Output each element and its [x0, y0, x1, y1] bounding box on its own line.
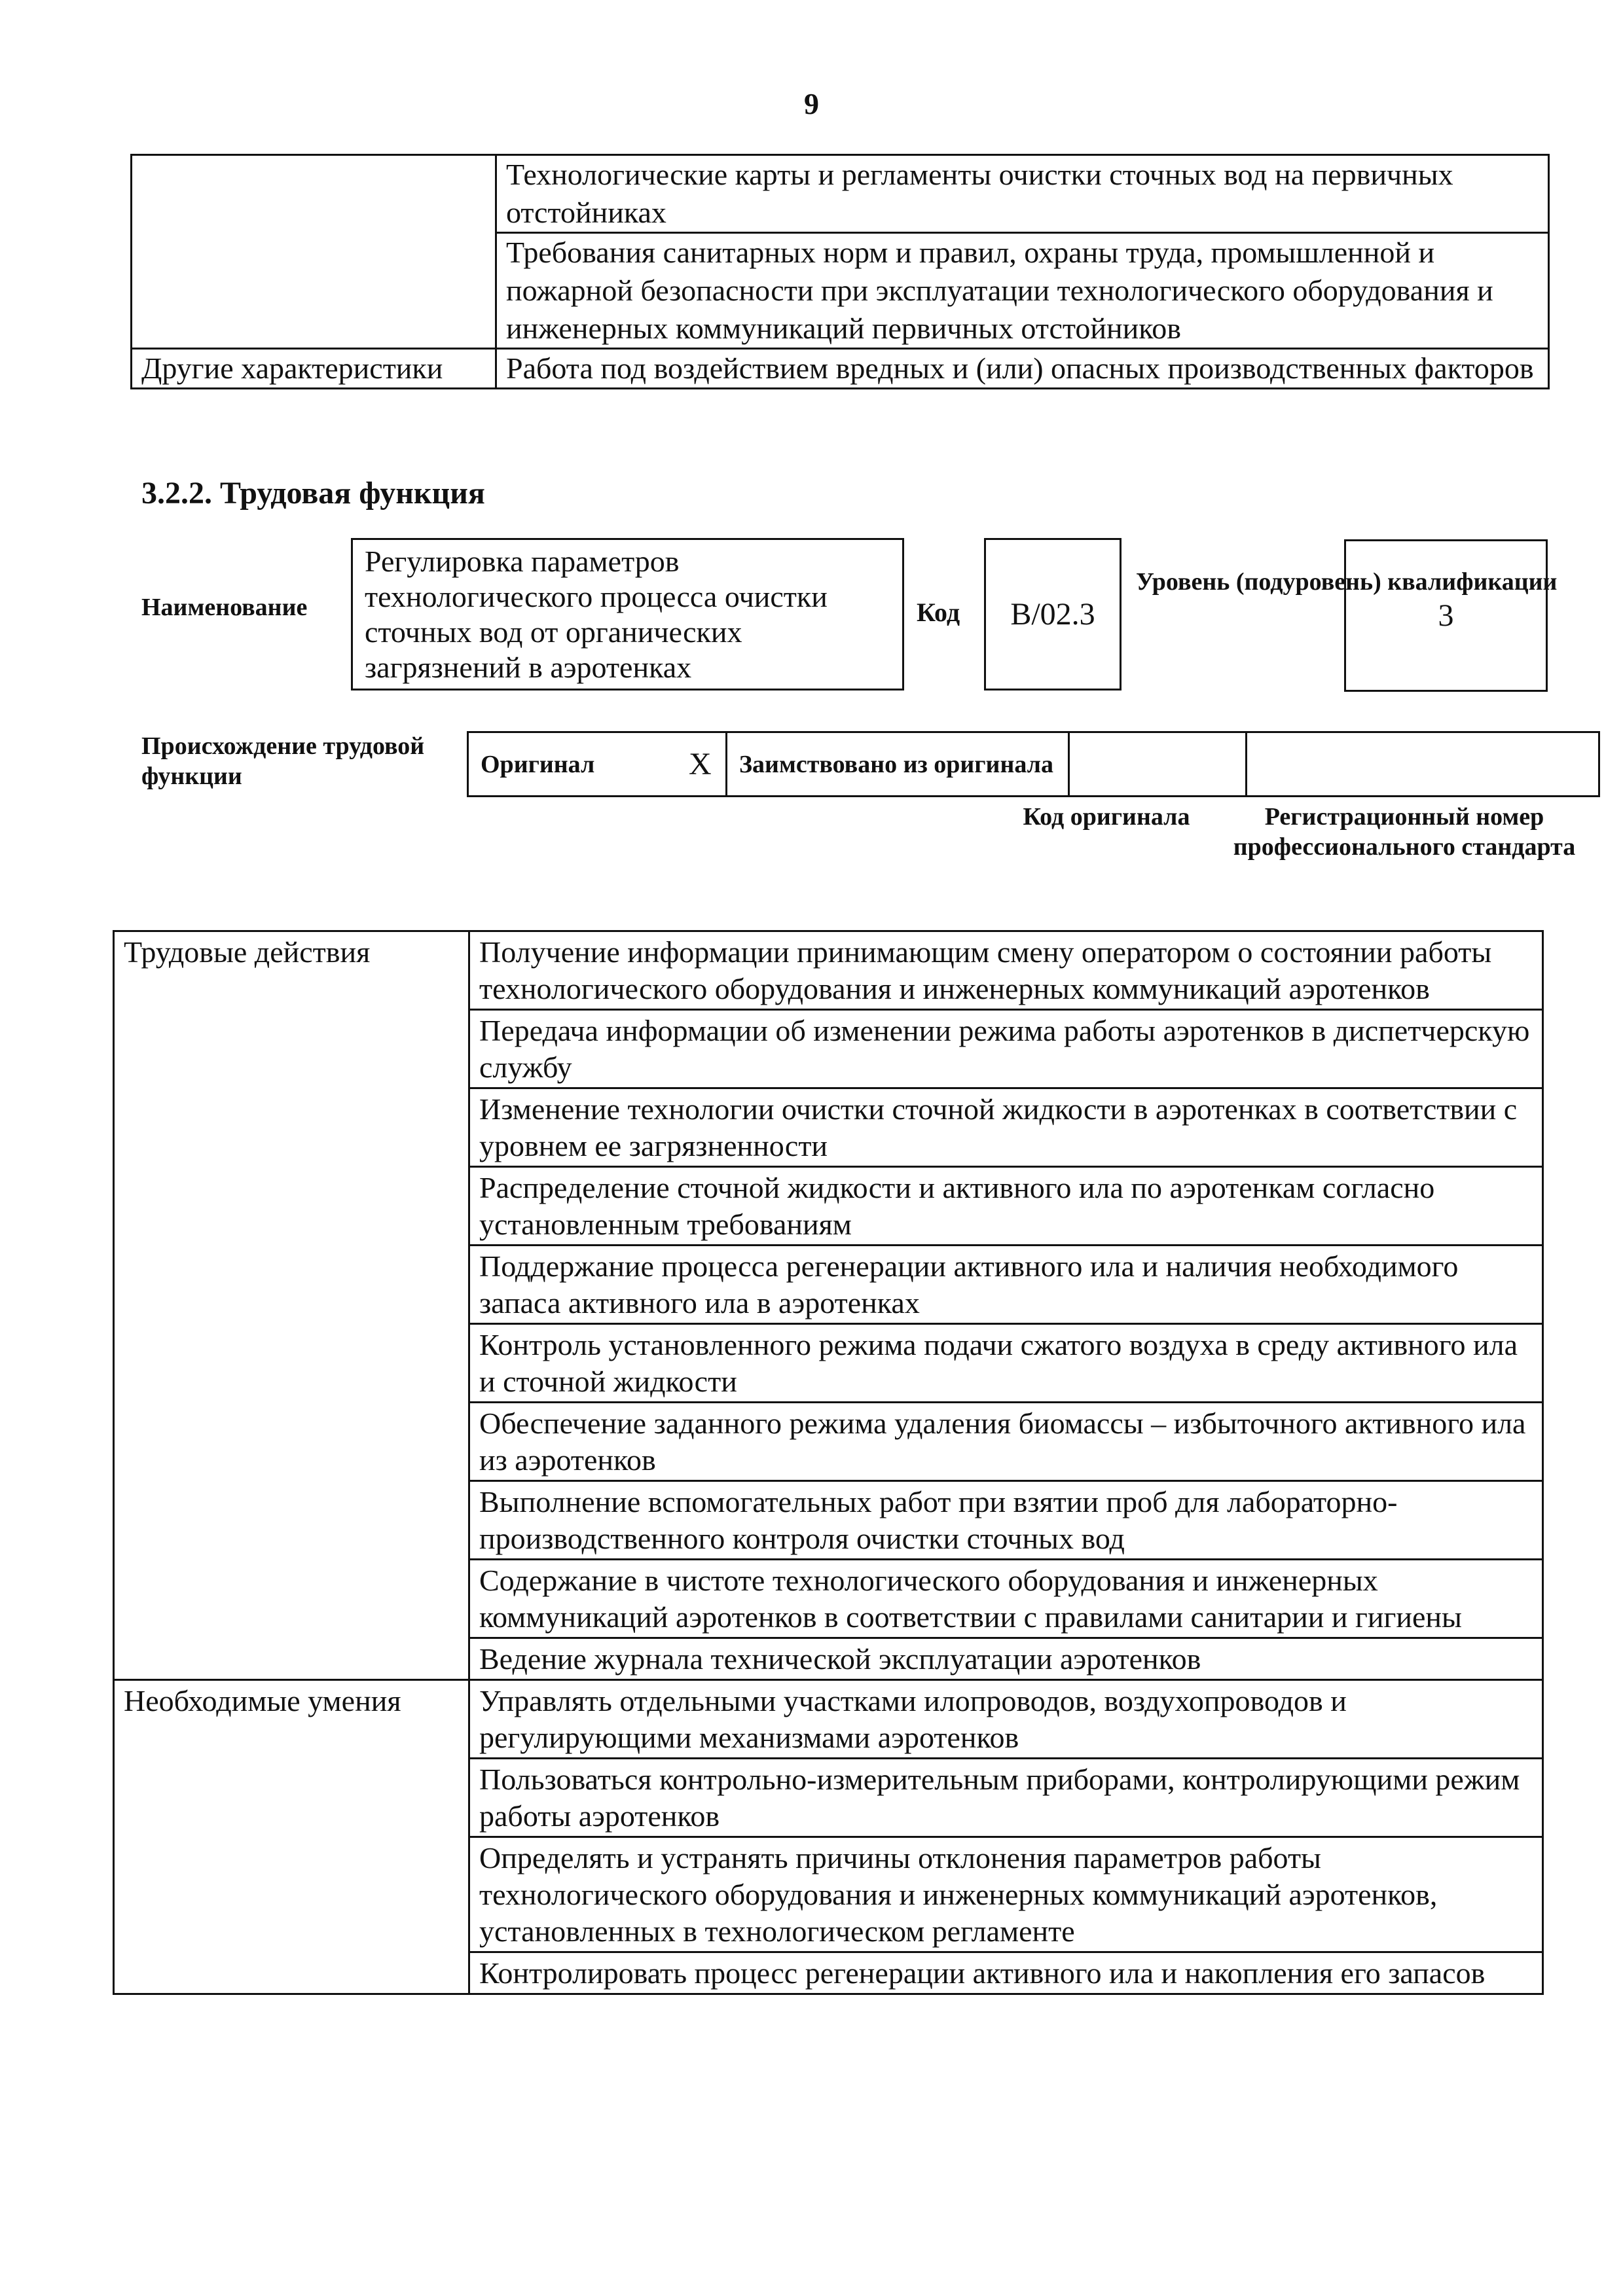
list-item: Контролировать процесс регенерации активного ила и накопления его запасов: [469, 1952, 1543, 1994]
section-title: 3.2.2. Трудовая функция: [141, 476, 485, 511]
list-item: Изменение технологии очистки сточной жидкости в аэротенках в соответствии с уровнем ее загрязненности: [469, 1088, 1543, 1167]
borrowed-label: Заимствовано из оригинала: [727, 732, 1069, 797]
table-row: [114, 931, 1543, 1010]
table-row: [468, 732, 1599, 797]
code-label: Код: [917, 598, 960, 627]
list-item: Выполнение вспомогательных работ при взятии проб для лабораторно-производственного контроля очистки сточных вод: [469, 1481, 1543, 1560]
list-item: Работа под воздействием вредных и (или) опасных производственных факторов: [496, 349, 1549, 389]
skills-label: Необходимые умения: [114, 1680, 469, 1994]
top-table: [130, 154, 1550, 389]
list-item: Получение информации принимающим смену оператором о состоянии работы технологического оборудования и инженерных коммуникаций аэротенков: [469, 931, 1543, 1010]
list-item: Ведение журнала технической эксплуатации аэротенков: [469, 1638, 1543, 1680]
list-item: Обеспечение заданного режима удаления биомассы – избыточного активного ила из аэротенков: [469, 1403, 1543, 1481]
list-item: Распределение сточной жидкости и активного ила по аэротенкам согласно установленным требованиям: [469, 1167, 1543, 1246]
level-box: [1344, 539, 1548, 692]
page-number: 9: [804, 87, 819, 120]
list-item: Определять и устранять причины отклонения параметров работы технологического оборудования и инженерных коммуникаций аэротенков, установленных в технологическом регламенте: [469, 1837, 1543, 1952]
origin-label: Происхождение трудовой функции: [141, 732, 425, 790]
list-item: Требования санитарных норм и правил, охраны труда, промышленной и пожарной безопасности при эксплуатации технологического оборудования и инженерных коммуникаций первичных отстойников: [496, 233, 1549, 349]
level-value: 3: [1438, 598, 1454, 633]
origin-table: [467, 731, 1600, 797]
level-label: Уровень (подуровень) квалификации: [1136, 568, 1558, 596]
function-name-box: Регулировка параметров технологического процесса очистки сточных вод от органических загрязнений в аэротенках: [351, 538, 904, 691]
list-item: Содержание в чистоте технологического оборудования и инженерных коммуникаций аэротенков в соответствии с правилами санитарии и гигиены: [469, 1560, 1543, 1638]
labor-actions-label: Трудовые действия: [114, 931, 469, 1680]
code-box: [984, 538, 1122, 691]
table-row: [132, 349, 1549, 389]
list-item: Контроль установленного режима подачи сжатого воздуха в среду активного ила и сточной жидкости: [469, 1324, 1543, 1403]
name-label: Наименование: [141, 594, 308, 621]
original-label: Оригинал: [468, 732, 689, 797]
main-table: [113, 930, 1544, 1995]
list-item: Технологические карты и регламенты очистки сточных вод на первичных отстойниках: [496, 155, 1549, 233]
row-label: Другие характеристики: [132, 349, 496, 389]
registration-number-cell: [1247, 732, 1599, 797]
row-label: [132, 155, 496, 349]
list-item: Передача информации об изменении режима работы аэротенков в диспетчерскую службу: [469, 1010, 1543, 1088]
list-item: Пользоваться контрольно-измерительным приборами, контролирующими режим работы аэротенков: [469, 1759, 1543, 1837]
list-item: Поддержание процесса регенерации активного ила и наличия необходимого запаса активного ила в аэротенках: [469, 1246, 1543, 1324]
caption-original-code: Код оригинала: [1023, 803, 1190, 831]
table-row: [132, 155, 1549, 233]
caption-registration-number: Регистрационный номер профессионального стандарта: [1233, 803, 1576, 861]
code-value: B/02.3: [1010, 597, 1095, 632]
table-row: [114, 1680, 1543, 1759]
list-item: Управлять отдельными участками илопроводов, воздухопроводов и регулирующими механизмами аэротенков: [469, 1680, 1543, 1759]
original-mark: X: [689, 732, 727, 797]
original-code-cell: [1069, 732, 1247, 797]
